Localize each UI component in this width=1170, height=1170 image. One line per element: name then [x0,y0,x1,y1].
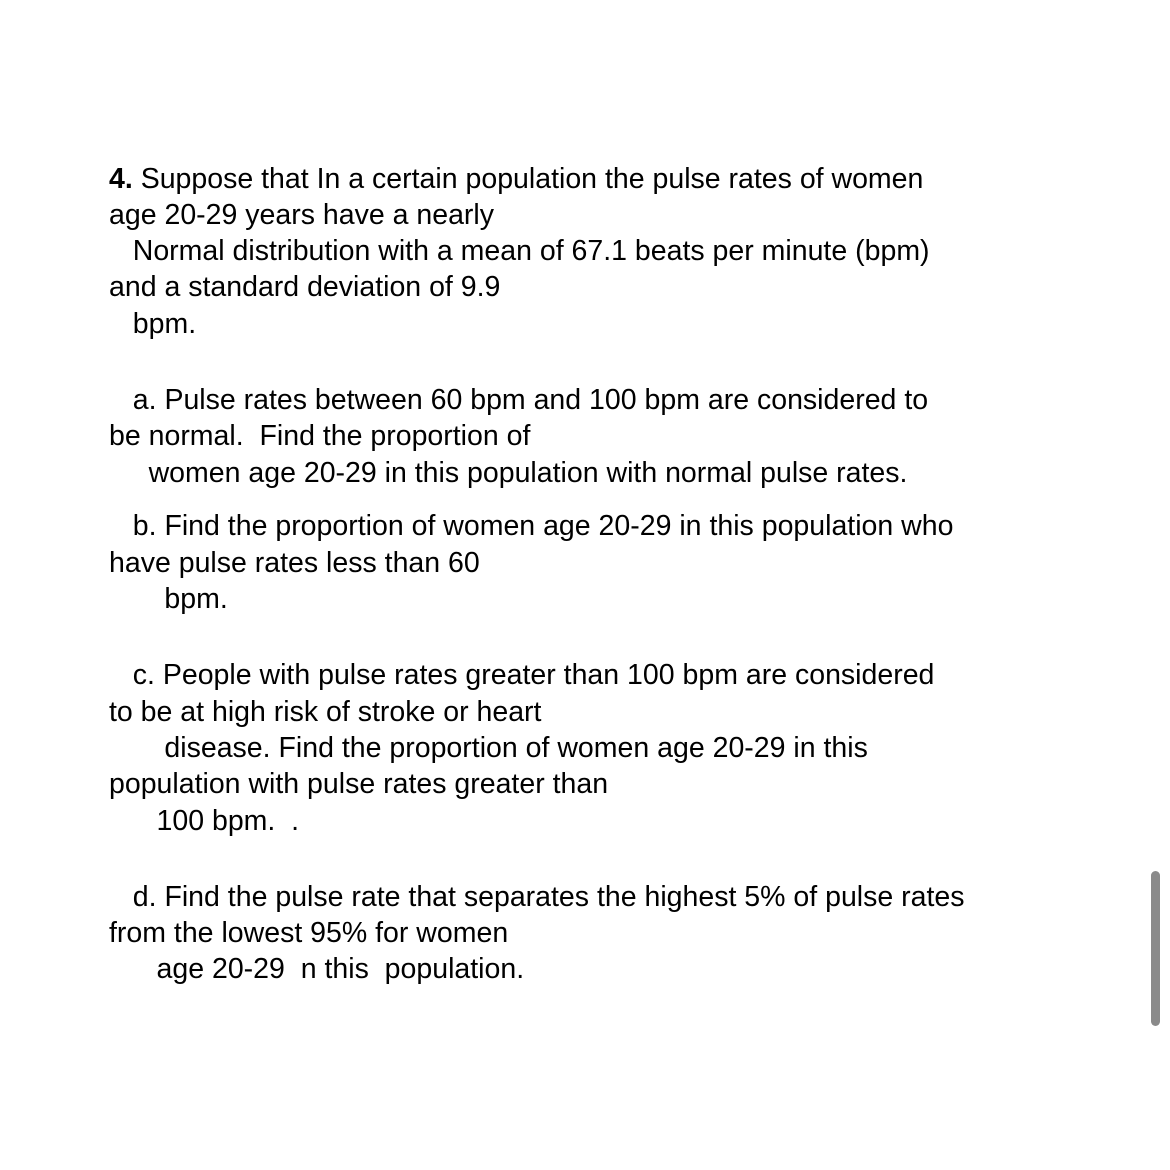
part-b-line-2: have pulse rates less than 60 [109,547,480,579]
part-a-line-1: a. Pulse rates between 60 bpm and 100 bpm are considered to [109,384,929,416]
part-a-line-2: be normal. Find the proportion of [109,420,531,452]
question-intro-line-1 [109,161,923,197]
question-number: 4. [109,163,133,195]
part-c-line-3: disease. Find the proportion of women age 20-29 in this [109,732,868,764]
part-d-line-3: age 20-29 n this population. [109,953,525,985]
part-c-line-1: c. People with pulse rates greater than 100 bpm are considered [109,659,935,691]
question-intro-line-3: Normal distribution with a mean of 67.1 beats per minute (bpm) [109,235,930,267]
question-intro-text-1: Suppose that In a certain population the pulse rates of women [132,163,924,195]
question-intro-line-2: age 20-29 years have a nearly [109,199,495,231]
part-d-line-1: d. Find the pulse rate that separates the highest 5% of pulse rates [109,881,965,913]
part-a-line-3: women age 20-29 in this population with normal pulse rates. [109,457,908,489]
vertical-scrollbar-thumb[interactable] [1151,871,1160,1026]
question-intro-line-5: bpm. [109,308,197,340]
part-c-line-2: to be at high risk of stroke or heart [109,696,542,728]
part-b-line-1: b. Find the proportion of women age 20-29 in this population who [109,510,954,542]
part-d-line-2: from the lowest 95% for women [109,917,509,949]
part-b-line-3: bpm. [109,583,228,615]
part-c-line-5: 100 bpm. . [109,805,300,837]
part-c-line-4: population with pulse rates greater than [109,768,609,800]
question-intro-line-4: and a standard deviation of 9.9 [109,271,501,303]
